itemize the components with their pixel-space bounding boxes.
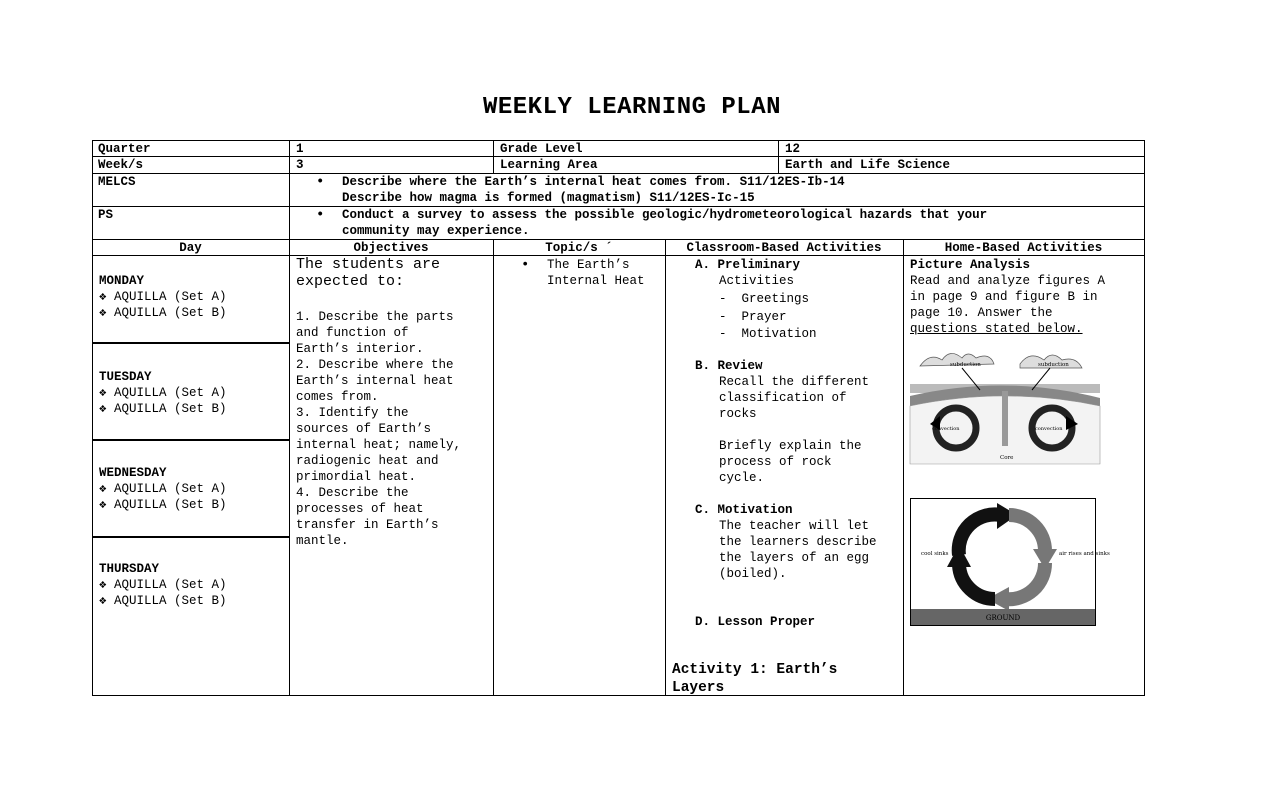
home-title: Picture Analysis (910, 258, 1031, 272)
text-line: classification of (719, 391, 847, 405)
ps-label: PS (98, 208, 114, 222)
objectives-intro (296, 256, 440, 290)
set-label: AQUILLA (Set A) (114, 386, 227, 400)
text-line: process of rock (719, 455, 832, 469)
list-item: - Motivation (719, 327, 817, 341)
set-label: AQUILLA (Set B) (114, 498, 227, 512)
set-label: AQUILLA (Set A) (114, 290, 227, 304)
day-tuesday (99, 369, 227, 417)
melcs-line-1: • Describe where the Earth’s internal heat comes from. S11/12ES-Ib-14 (342, 174, 845, 190)
objective-line: 1. Describe the parts (296, 310, 454, 324)
objectives-intro-2: expected to: (296, 273, 405, 290)
objective-line: 3. Identify the (296, 406, 409, 420)
classroom-d-title: D. Lesson Proper (695, 615, 816, 629)
fig-b-label: GROUND (985, 614, 1021, 622)
header-classroom: Classroom-Based Activities (686, 241, 882, 255)
set-label: AQUILLA (Set A) (114, 482, 227, 496)
day-monday (99, 273, 227, 321)
list-item: ❖ AQUILLA (Set A) (99, 386, 227, 400)
text-line: the layers of an egg (719, 551, 870, 565)
header-day: Day (179, 241, 202, 255)
objective-line: 2. Describe where the (296, 358, 454, 372)
text-line: The teacher will let (719, 519, 870, 533)
ps-line-1: • Conduct a survey to assess the possible geologic/hydrometeorological hazards that your (342, 207, 987, 223)
objective-line: mantle. (296, 534, 349, 548)
text-line: the learners describe (719, 535, 877, 549)
day-name: MONDAY (99, 274, 145, 288)
fig-a-label: subduction (950, 362, 981, 368)
page-title: WEEKLY LEARNING PLAN (482, 94, 782, 121)
objective-line: comes from. (296, 390, 379, 404)
list-item: ❖ AQUILLA (Set B) (99, 306, 227, 320)
fig-a-label: convection (932, 426, 960, 432)
list-item: ❖ AQUILLA (Set B) (99, 498, 227, 512)
topic-line-2: Internal Heat (547, 274, 645, 288)
text-line: page 10. Answer the (910, 306, 1053, 320)
text-line: Briefly explain the (719, 439, 862, 453)
objective-line: internal heat; namely, (296, 438, 462, 452)
week-label: Week/s (98, 158, 144, 172)
set-label: AQUILLA (Set A) (114, 578, 227, 592)
text-line: rocks (719, 407, 757, 421)
objective-line: Earth’s interior. (296, 342, 424, 356)
quarter-value: 1 (296, 142, 304, 156)
quarter-label: Quarter (98, 142, 151, 156)
day-thursday (99, 561, 227, 609)
header-objectives: Objectives (353, 241, 429, 255)
list-item: - Prayer (719, 310, 787, 324)
area-label: Learning Area (500, 158, 598, 172)
objective-line: 4. Describe the (296, 486, 409, 500)
day-name: WEDNESDAY (99, 466, 167, 480)
list-item: ❖ AQUILLA (Set B) (99, 402, 227, 416)
day-wednesday (99, 465, 227, 513)
objective-line: sources of Earth’s (296, 422, 432, 436)
figure-a-convection (910, 346, 1100, 464)
day-name: THURSDAY (99, 562, 160, 576)
activity-title-2: Layers (672, 680, 725, 696)
classroom-b-title: B. Review (695, 359, 763, 373)
fig-b-label: cool sinks (921, 551, 949, 557)
area-value: Earth and Life Science (785, 158, 951, 172)
objective-line: Earth’s internal heat (296, 374, 454, 388)
classroom-a-title: A. Preliminary (695, 258, 801, 272)
text-line: (boiled). (719, 567, 787, 581)
melcs-label: MELCS (98, 175, 136, 189)
objective-line: processes of heat (296, 502, 424, 516)
classroom-a-item: Greetings (741, 292, 810, 306)
objective-line: radiogenic heat and (296, 454, 439, 468)
text-line: cycle. (719, 471, 765, 485)
figure-b-cycle (910, 498, 1110, 626)
classroom-c-title: C. Motivation (695, 503, 793, 517)
set-label: AQUILLA (Set B) (114, 306, 227, 320)
list-item: - Greetings (719, 292, 810, 306)
classroom-a-sub: Activities (719, 274, 795, 288)
day-name: TUESDAY (99, 370, 152, 384)
topic-line-1: • The Earth’s (547, 257, 630, 273)
classroom-a-item: Prayer (741, 310, 787, 324)
classroom-b-text (719, 374, 869, 486)
fig-a-label: Core (1000, 455, 1014, 461)
activity-title-1: Activity 1: Earth’s (672, 662, 838, 678)
ps-line-2: community may experience. (342, 224, 530, 238)
list-item: ❖ AQUILLA (Set A) (99, 290, 227, 304)
objectives-intro-1: The students are (296, 256, 441, 273)
objectives-list (296, 309, 461, 549)
melcs-line-2: Describe how magma is formed (magmatism) S11/12ES-Ic-15 (342, 191, 755, 205)
home-text (910, 273, 1105, 337)
classroom-c-text (719, 518, 877, 582)
grade-value: 12 (785, 142, 801, 156)
set-label: AQUILLA (Set B) (114, 594, 227, 608)
grade-label: Grade Level (500, 142, 583, 156)
fig-a-label: subduction (1038, 362, 1069, 368)
set-label: AQUILLA (Set B) (114, 402, 227, 416)
text-line: Recall the different (719, 375, 870, 389)
header-home: Home-Based Activities (944, 241, 1103, 255)
week-value: 3 (296, 158, 304, 172)
list-item: ❖ AQUILLA (Set A) (99, 482, 227, 496)
objective-line: and function of (296, 326, 409, 340)
text-line: Read and analyze figures A (910, 274, 1106, 288)
objective-line: transfer in Earth’s (296, 518, 439, 532)
list-item: ❖ AQUILLA (Set B) (99, 594, 227, 608)
fig-b-label: air rises and sinks (1059, 551, 1110, 557)
objective-line: primordial heat. (296, 470, 417, 484)
fig-a-label: convection (1035, 426, 1063, 432)
text-line: questions stated below. (910, 322, 1083, 336)
text-line: in page 9 and figure B in (910, 290, 1098, 304)
classroom-a-item: Motivation (741, 327, 817, 341)
header-topic: Topic/s ´ (545, 241, 613, 255)
list-item: ❖ AQUILLA (Set A) (99, 578, 227, 592)
